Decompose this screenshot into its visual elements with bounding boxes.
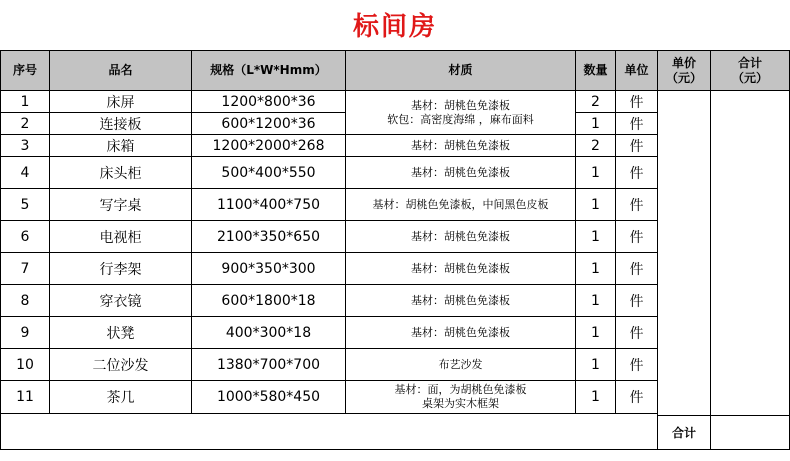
row-spec: 600*1800*18 bbox=[192, 285, 346, 317]
row-spec: 1380*700*700 bbox=[192, 349, 346, 381]
row-unit: 件 bbox=[616, 317, 658, 349]
row-name: 写字桌 bbox=[50, 189, 192, 221]
total-label: 合计 bbox=[658, 416, 711, 450]
row-index: 5 bbox=[1, 189, 50, 221]
row-unit: 件 bbox=[616, 253, 658, 285]
row-index: 2 bbox=[1, 113, 50, 135]
row-name: 二位沙发 bbox=[50, 349, 192, 381]
row-spec: 600*1200*36 bbox=[192, 113, 346, 135]
row-spec: 900*350*300 bbox=[192, 253, 346, 285]
row-qty: 1 bbox=[576, 349, 616, 381]
row-unit: 件 bbox=[616, 135, 658, 157]
total-column bbox=[711, 91, 790, 416]
row-qty: 1 bbox=[576, 317, 616, 349]
row-name: 床箱 bbox=[50, 135, 192, 157]
row-index: 10 bbox=[1, 349, 50, 381]
row-material: 基材：胡桃色免漆板 bbox=[346, 317, 576, 349]
row-spec: 1200*800*36 bbox=[192, 91, 346, 113]
total-row bbox=[1, 416, 790, 450]
row-material: 基材：胡桃色免漆板 bbox=[346, 221, 576, 253]
row-index: 11 bbox=[1, 381, 50, 414]
row-name: 茶几 bbox=[50, 381, 192, 414]
page-title: 标间房 bbox=[352, 12, 437, 42]
row-unit: 件 bbox=[616, 91, 658, 113]
row-qty: 1 bbox=[576, 113, 616, 135]
row-qty: 1 bbox=[576, 157, 616, 189]
total-row-blank bbox=[1, 416, 658, 450]
row-material: 基材：胡桃色免漆板 bbox=[346, 253, 576, 285]
row-material: 基材：胡桃色免漆板 bbox=[346, 285, 576, 317]
header-total: 合计 （元） bbox=[711, 51, 790, 91]
row-spec: 1100*400*750 bbox=[192, 189, 346, 221]
header-row bbox=[1, 51, 790, 91]
row-qty: 2 bbox=[576, 135, 616, 157]
row-material: 基材：胡桃色免漆板，中间黑色皮板 bbox=[346, 189, 576, 221]
header-unit: 单位 bbox=[616, 51, 658, 91]
total-value bbox=[711, 416, 790, 450]
row-material: 基材：面，为胡桃色免漆板 桌架为实木框架 bbox=[346, 381, 576, 414]
row-qty: 1 bbox=[576, 221, 616, 253]
row-index: 4 bbox=[1, 157, 50, 189]
row-qty: 1 bbox=[576, 285, 616, 317]
row-material: 基材：胡桃色免漆板 bbox=[346, 135, 576, 157]
row-index: 1 bbox=[1, 91, 50, 113]
row-material: 基材：胡桃色免漆板 软包：高密度海绵 ，麻布面料 bbox=[346, 91, 576, 135]
row-name: 穿衣镜 bbox=[50, 285, 192, 317]
row-unit: 件 bbox=[616, 221, 658, 253]
row-qty: 1 bbox=[576, 253, 616, 285]
header-qty: 数量 bbox=[576, 51, 616, 91]
row-material: 布艺沙发 bbox=[346, 349, 576, 381]
row-index: 6 bbox=[1, 221, 50, 253]
row-material: 基材：胡桃色免漆板 bbox=[346, 157, 576, 189]
quotation-table bbox=[0, 50, 790, 450]
unit-price-column bbox=[658, 91, 711, 416]
row-spec: 400*300*18 bbox=[192, 317, 346, 349]
row-index: 3 bbox=[1, 135, 50, 157]
row-name: 连接板 bbox=[50, 113, 192, 135]
row-qty: 1 bbox=[576, 189, 616, 221]
row-index: 7 bbox=[1, 253, 50, 285]
header-name: 品名 bbox=[50, 51, 192, 91]
table-row bbox=[1, 91, 790, 113]
header-material: 材质 bbox=[346, 51, 576, 91]
row-unit: 件 bbox=[616, 113, 658, 135]
row-unit: 件 bbox=[616, 285, 658, 317]
row-index: 8 bbox=[1, 285, 50, 317]
row-spec: 1200*2000*268 bbox=[192, 135, 346, 157]
row-name: 行李架 bbox=[50, 253, 192, 285]
row-qty: 1 bbox=[576, 381, 616, 414]
row-spec: 1000*580*450 bbox=[192, 381, 346, 414]
row-spec: 500*400*550 bbox=[192, 157, 346, 189]
header-spec: 规格（L*W*Hmm） bbox=[192, 51, 346, 91]
row-unit: 件 bbox=[616, 189, 658, 221]
row-name: 床头柜 bbox=[50, 157, 192, 189]
row-spec: 2100*350*650 bbox=[192, 221, 346, 253]
row-unit: 件 bbox=[616, 381, 658, 414]
row-name: 电视柜 bbox=[50, 221, 192, 253]
row-name: 床屏 bbox=[50, 91, 192, 113]
row-unit: 件 bbox=[616, 349, 658, 381]
row-name: 状凳 bbox=[50, 317, 192, 349]
row-index: 9 bbox=[1, 317, 50, 349]
row-unit: 件 bbox=[616, 157, 658, 189]
header-index: 序号 bbox=[1, 51, 50, 91]
row-qty: 2 bbox=[576, 91, 616, 113]
header-unit-price: 单价 （元） bbox=[658, 51, 711, 91]
